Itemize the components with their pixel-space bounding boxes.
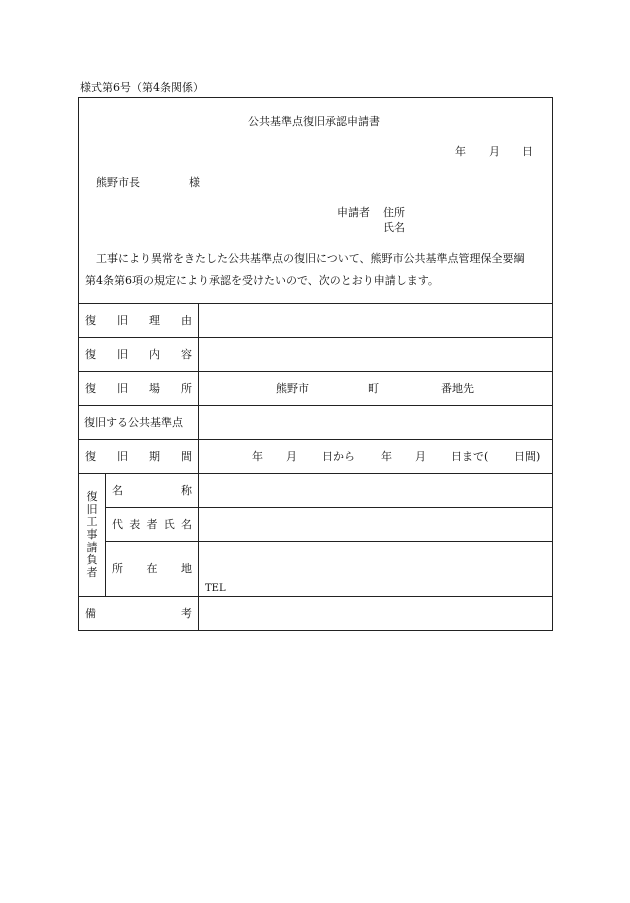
location-label-char: 所 [181, 382, 192, 395]
content-label-char: 容 [181, 348, 192, 361]
contractor-address-char: 地 [181, 562, 192, 575]
contractor-address-label [112, 563, 192, 574]
contractor-label-char: 者 [86, 565, 98, 579]
remarks-label [85, 608, 192, 619]
row-divider [78, 473, 553, 474]
remarks-char: 備 [85, 607, 96, 620]
location-city: 熊野市 [276, 382, 309, 395]
period-month-end: 月 [415, 450, 426, 463]
period-label-char: 復 [85, 450, 96, 463]
contractor-label-char: 請 [86, 540, 98, 554]
body-text-line-2: 第4条第6項の規定により承認を受けたいので、次のとおり申請します。 [85, 274, 439, 287]
body-text-line-1: 工事により異常をきたした公共基準点の復旧について、熊野市公共基準点管理保全要綱 [96, 252, 525, 265]
row-divider [78, 439, 553, 440]
period-month-start: 月 [286, 450, 297, 463]
location-label-char: 旧 [117, 382, 128, 395]
representative-char: 名 [181, 518, 192, 531]
row-divider [78, 596, 553, 597]
contractor-label-char: 復 [86, 490, 98, 503]
contractor-address-char: 所 [112, 562, 123, 575]
contractor-address-char: 在 [146, 562, 158, 575]
table-top-border [78, 303, 553, 304]
contractor-label-char: 旧 [86, 502, 98, 516]
content-label-char: 内 [149, 348, 160, 361]
applicant-label: 申請者 [337, 206, 370, 219]
period-day-until: 日まで( [451, 450, 489, 463]
row-divider [78, 371, 553, 372]
representative-name-label [112, 519, 192, 530]
representative-char: 氏 [163, 518, 175, 531]
period-day-from: 日から [322, 450, 355, 463]
content-label-char: 旧 [117, 348, 128, 361]
date-year: 年 [455, 145, 466, 158]
form-frame [78, 97, 553, 631]
contractor-name-char: 名 [112, 484, 123, 497]
label-column-divider [198, 303, 199, 631]
representative-char: 表 [129, 518, 141, 531]
document-title: 公共基準点復旧承認申請書 [248, 115, 380, 128]
representative-char: 代 [112, 518, 123, 531]
addressee-name: 熊野市長 [96, 176, 140, 189]
remarks-char: 考 [181, 607, 192, 620]
content-label-char: 復 [85, 348, 96, 361]
content-label [85, 349, 192, 360]
period-label-char: 旧 [117, 450, 128, 463]
reason-label-char: 理 [149, 314, 160, 327]
location-label [85, 383, 192, 394]
period-year-end: 年 [381, 450, 392, 463]
contractor-column-divider [105, 473, 106, 596]
reason-label [85, 315, 192, 326]
location-lot: 番地先 [441, 382, 474, 395]
date-day: 日 [522, 145, 533, 158]
contractor-tel-label: TEL [205, 583, 226, 594]
benchmark-label: 復旧する公共基準点 [84, 416, 183, 429]
row-divider [105, 541, 553, 542]
contractor-vertical-label [86, 491, 98, 579]
reason-label-char: 旧 [117, 314, 128, 327]
contractor-name-char: 称 [181, 484, 192, 497]
contractor-name-label [112, 485, 192, 496]
row-divider [78, 337, 553, 338]
row-divider [78, 405, 553, 406]
contractor-label-char: 工 [86, 515, 98, 529]
contractor-label-char: 事 [86, 527, 98, 541]
period-label-char: 期 [149, 450, 160, 463]
contractor-label-char: 負 [86, 553, 98, 567]
period-days: 日間) [514, 450, 541, 463]
period-label [85, 451, 192, 462]
date-month: 月 [489, 145, 500, 158]
applicant-name-label: 氏名 [383, 221, 405, 234]
period-label-char: 間 [181, 450, 192, 463]
reason-label-char: 復 [85, 314, 96, 327]
location-label-char: 復 [85, 382, 96, 395]
representative-char: 者 [146, 518, 158, 531]
location-label-char: 場 [149, 382, 160, 395]
applicant-address-label: 住所 [383, 206, 405, 219]
row-divider [105, 507, 553, 508]
period-year-start: 年 [252, 450, 263, 463]
location-town: 町 [368, 382, 379, 395]
form-number: 様式第6号（第4条関係） [80, 81, 204, 94]
addressee-honorific: 様 [189, 176, 200, 189]
reason-label-char: 由 [181, 314, 192, 327]
